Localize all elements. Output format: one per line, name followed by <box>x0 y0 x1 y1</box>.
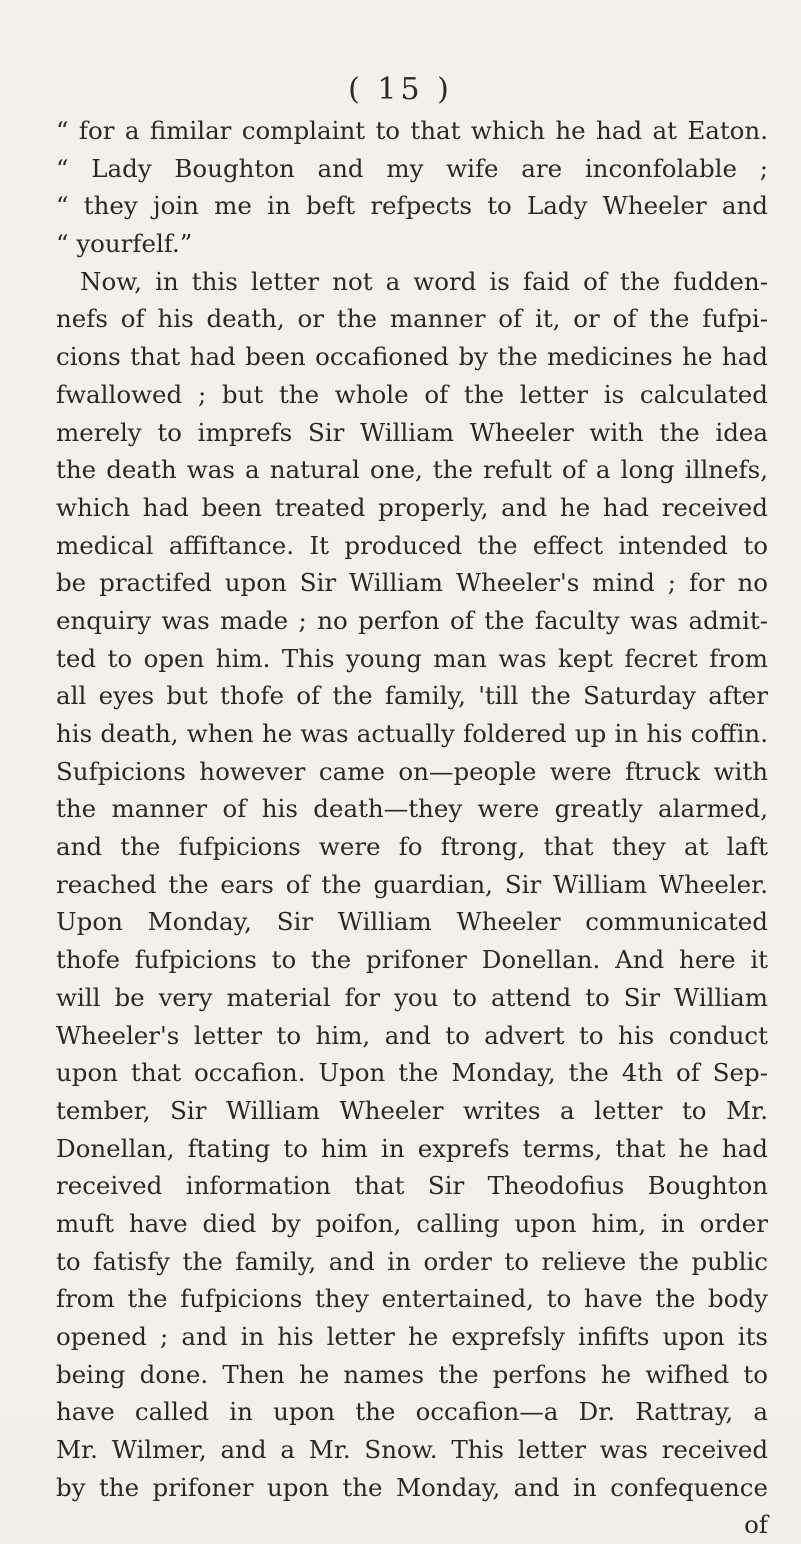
page-number: ( 15 ) <box>348 72 453 107</box>
text-line: upon that occafion. Upon the Monday, the 4th of Sep- <box>56 1058 768 1088</box>
text-line: ted to open him. This young man was kept fecret from <box>56 643 768 673</box>
text-line: merely to imprefs Sir William Wheeler with the idea <box>56 417 768 447</box>
text-line: thofe fufpicions to the prifoner Donellan. And here it <box>56 945 768 975</box>
text-line: fwallowed ; but the whole of the letter is calculated <box>56 379 768 409</box>
text-line: Mr. Wilmer, and a Mr. Snow. This letter was received <box>56 1435 768 1465</box>
text-line: the manner of his death—they were greatly alarmed, <box>56 794 768 824</box>
text-line: Donellan, ftating to him in exprefs terms, that he had <box>56 1133 768 1163</box>
text-line: have called in upon the occafion—a Dr. Rattray, a <box>56 1397 768 1427</box>
text-line: and the fufpicions were fo ftrong, that they at laft <box>56 832 768 862</box>
text-line: be practifed upon Sir William Wheeler's mind ; for no <box>56 568 768 598</box>
text-line: the death was a natural one, the refult of a long illnefs, <box>56 455 768 485</box>
body-text <box>56 112 768 1544</box>
text-line: nefs of his death, or the manner of it, or of the fufpi- <box>56 304 768 334</box>
text-line: reached the ears of the guardian, Sir William Wheeler. <box>56 869 768 899</box>
text-line: Upon Monday, Sir William Wheeler communicated <box>56 907 768 937</box>
text-line: “ they join me in beft refpects to Lady Wheeler and <box>56 191 768 221</box>
text-line: will be very material for you to attend to Sir William <box>56 982 768 1012</box>
text-line: received information that Sir Theodofius Boughton <box>56 1171 768 1201</box>
text-line: which had been treated properly, and he had received <box>56 492 768 522</box>
text-line: enquiry was made ; no perfon of the faculty was admit- <box>56 605 768 635</box>
text-line: Sufpicions however came on—people were ftruck with <box>56 756 768 786</box>
text-line: tember, Sir William Wheeler writes a letter to Mr. <box>56 1095 768 1125</box>
text-line: his death, when he was actually foldered up in his coffin. <box>56 719 768 748</box>
text-line: medical affiftance. It produced the effect intended to <box>56 530 768 560</box>
text-line: “ Lady Boughton and my wife are inconfolable ; <box>56 153 768 183</box>
text-line: muft have died by poifon, calling upon him, in order <box>56 1208 768 1238</box>
text-line: by the prifoner upon the Monday, and in confequence <box>56 1472 768 1502</box>
text-line: opened ; and in his letter he exprefsly infifts upon its <box>56 1322 768 1351</box>
catchword: of <box>744 1510 768 1540</box>
text-line: Wheeler's letter to him, and to advert to his conduct <box>56 1020 768 1050</box>
text-line: from the fufpicions they entertained, to have the body <box>56 1284 768 1314</box>
paragraph-start-line: Now, in this letter not a word is faid of the fudden- <box>80 266 768 296</box>
text-line: to fatisfy the family, and in order to relieve the public <box>56 1246 768 1276</box>
text-line: “ yourfelf.” <box>56 229 193 259</box>
text-line: “ for a fimilar complaint to that which he had at Eaton. <box>56 116 768 145</box>
text-line: cions that had been occafioned by the medicines he had <box>56 342 768 372</box>
text-line: being done. Then he names the perfons he wifhed to <box>56 1359 768 1389</box>
text-line: all eyes but thofe of the family, 'till the Saturday after <box>56 681 768 711</box>
